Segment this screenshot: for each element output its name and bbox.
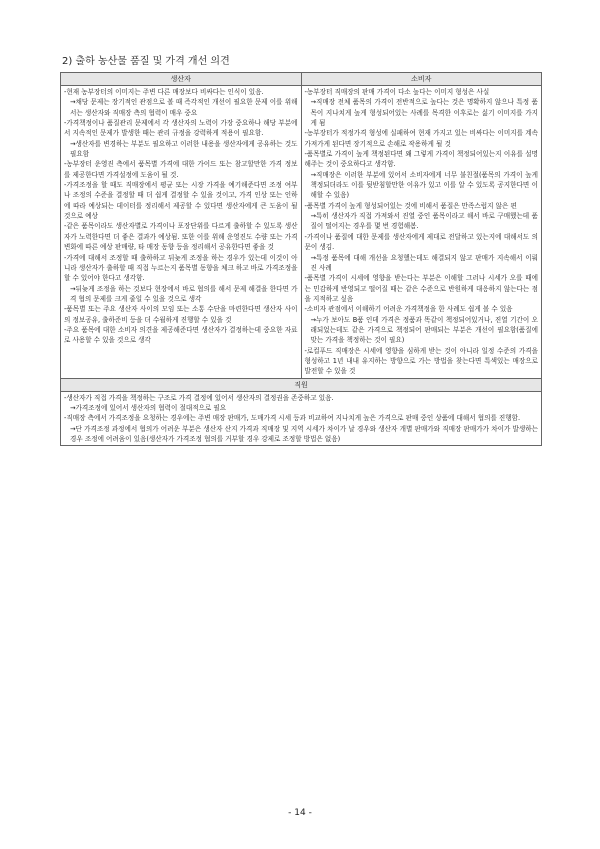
consumer-paragraph: →특히 생산자가 직접 가져와서 진열 중인 품목이라고 해서 바로 구매했는데 품질이 떨어지는 경우를 몇 번 경험해봄. [310,212,538,231]
producer-paragraph: -농부장터 운영진 측에서 품목별 가격에 대한 가이드 또는 참고할만한 가격 정보를 제공한다면 가격설정에 도움이 될 것. [64,160,298,179]
consumer-paragraph: →특정 품목에 대해 개선을 요청했는데도 해결되지 않고 판매가 지속해서 이뤄진 사례 [310,253,538,272]
consumer-paragraph: →직매장은 이러한 부분에 있어서 소비자에게 너무 불친절(품목의 가격이 높게 책정되더라도 이를 뒷받침할만한 이유가 있고 이를 알 수 있도록 공지한다면 이해할 수 있음) [310,170,538,200]
page-number: - 14 - [288,808,312,818]
producer-paragraph: -주요 품목에 대한 소비자 의견을 제공해준다면 생산자가 결정하는데 중요한 자료로 사용할 수 있을 것으로 생각 [64,325,298,345]
consumer-paragraph: -소비자 관점에서 이해하기 어려운 가격책정을 한 사례도 쉽게 볼 수 있음 [304,305,513,314]
staff-header: 직원 [61,378,542,391]
producer-paragraph: →생산자를 변경하는 부분도 필요하고 이러한 내용을 생산자에게 공유하는 것도 필요함 [70,139,298,159]
staff-column [61,391,542,446]
consumer-paragraph: -농부장터 직매장의 판매 가격이 다소 높다는 이미지 형성은 사실 [304,88,490,96]
producer-paragraph: -가격에 대해서 조정할 때 출하하고 뒤늦게 조정을 하는 경우가 있는데 이것이 아니라 생산자가 출하할 때 직접 누르는지 품목별 동향을 체크 하고 바로 가격조정을 할 수 있어야 한다고 생각함. [64,253,298,283]
producer-paragraph: -가격책정이나 품질관리 문제에서 각 생산자의 노력이 가장 중요하나 해당 부분에서 지속적인 문제가 발생한 때는 관리 규정을 강력하게 적용이 필요함. [64,119,298,138]
consumer-paragraph: -로컬푸드 직매장은 시세에 영향을 심하게 받는 것이 아니라 일정 수준의 가격을 형성하고 1년 내내 유지하는 방향으로 가는 방법을 찾는다면 특색있는 매장으로 발전할 수 있을 것 [304,346,538,376]
consumer-header: 소비자 [301,73,542,86]
producer-paragraph: →뒤늦게 조정을 하는 것보다 현장에서 바로 협의를 해서 문제 해결을 한다면 가격 협의 문제를 크게 줄일 수 있을 것으로 생각 [70,284,298,303]
producer-header: 생산자 [61,73,302,86]
consumer-paragraph: -농부장터가 적정가격 형성에 실패하여 현재 가지고 있는 비싸다는 이미지를 계속 가져가게 된다면 장기적으로 손해로 작용하게 될 것 [304,129,538,148]
section-heading: 2) 출하 농산물 품질 및 가격 개선 의견 [62,56,230,67]
producer-column [61,86,302,379]
producer-paragraph: -현재 농부장터의 이미지는 주변 다른 매장보다 비싸다는 인식이 있음. [64,88,264,96]
producer-paragraph: -가격조정을 할 때도 직매장에서 평균 또는 시장 가격을 예기해준다면 조정 여부나 조정의 수준을 결정할 때 더 쉽게 결정할 수 있을 것이고, 가격 인상 또는 인하에 따라 예상되는 데이터를 정리해서 제공할 수 있다면 생산자에게 큰 도움이 될 것으로 예상 [64,181,298,221]
consumer-paragraph: -가격이나 품질에 대한 문제를 생산자에게 제대로 전달하고 있는지에 대해서도 의문이 생김. [304,232,538,252]
producer-paragraph: →채당 문제는 장기적인 관점으로 볼 때 즉각적인 개선이 필요한 문제 이를 위해서는 생산자와 직매장 측의 협력이 매우 중요 [70,98,298,117]
staff-paragraph: →단 가격조정 과정에서 협의가 어려운 부분은 생산자 산지 가격과 직매장 및 지역 시세가 차이가 날 경우와 생산자 개별 판매가와 직매장 판매가가 차이가 발생하는 경우 조정에 어려움이 있음(생산자가 가격조정 협의를 거부할 경우 강제로 조정할 방법은 없음) [70,424,538,443]
consumer-column [301,86,542,379]
staff-paragraph: -직매장 측에서 가격조정을 요청하는 경우에는 주변 매장 판매가, 도매가격 시세 등과 비교하여 지나치게 높은 가격으로 판매 중인 상품에 대해서 협의를 진행함. [64,414,521,423]
consumer-paragraph: -품목별 가격이 높게 형성되어있는 것에 비해서 품질은 만족스럽지 않은 편 [304,201,517,210]
staff-paragraph: →가격조정에 있어서 생산자의 협력이 절대적으로 필요 [70,403,227,412]
opinion-table [60,72,542,446]
consumer-paragraph: →직매장 전체 품목의 가격이 전반적으로 높다는 것은 명확하지 않으나 특정 품목이 지나치게 높게 형성되어있는 사례를 목격한 이후로는 싫기 이미지를 가지게 됨 [310,98,538,128]
consumer-paragraph: -품목별로 가격이 높게 책정된다면 왜 그렇게 가격이 책정되어있는지 이유를 설명해주는 것이 중요하다고 생각함. [304,150,538,169]
producer-paragraph: -품목별 또는 주요 생산자 사이의 모임 또는 소통 수단을 마련한다면 생산자 사이의 정보공유, 출하준비 등을 더 수월하게 진행할 수 있을 것 [64,305,298,324]
producer-paragraph: -같은 품목이라도 생산자별로 가격이나 포장단위를 다르게 출하할 수 있도록 생산자가 노력한다면 더 좋은 결과가 예상됨. 또한 이를 위해 운영진도 수량 또는 가격 변화에 따른 예상 판매량, 타 매장 동향 등을 정리해서 공유한다면 좋을 것 [64,222,298,252]
consumer-paragraph: -품목별 가격이 시세에 영향을 받는다는 부분은 이해할 그러나 시세가 오를 때에는 민감하게 반영되고 떨어질 때는 같은 수준으로 반원하게 대응하지 않는다는 점을 지적하고 싶음 [304,274,538,303]
consumer-paragraph: →누가 보아도 B품 인데 가격은 정품과 똑같이 책정되어있거나, 진열 기간이 오래되었는데도 같은 가격으로 책정되어 판매되는 부분은 개선이 필요함(품질에 맞는 가격을 책정하는 것이 필요) [310,315,538,345]
staff-paragraph: -생산자가 직접 가격을 책정하는 구조로 가격 결정에 있어서 생산자의 결정권을 존중하고 있음. [64,393,334,402]
